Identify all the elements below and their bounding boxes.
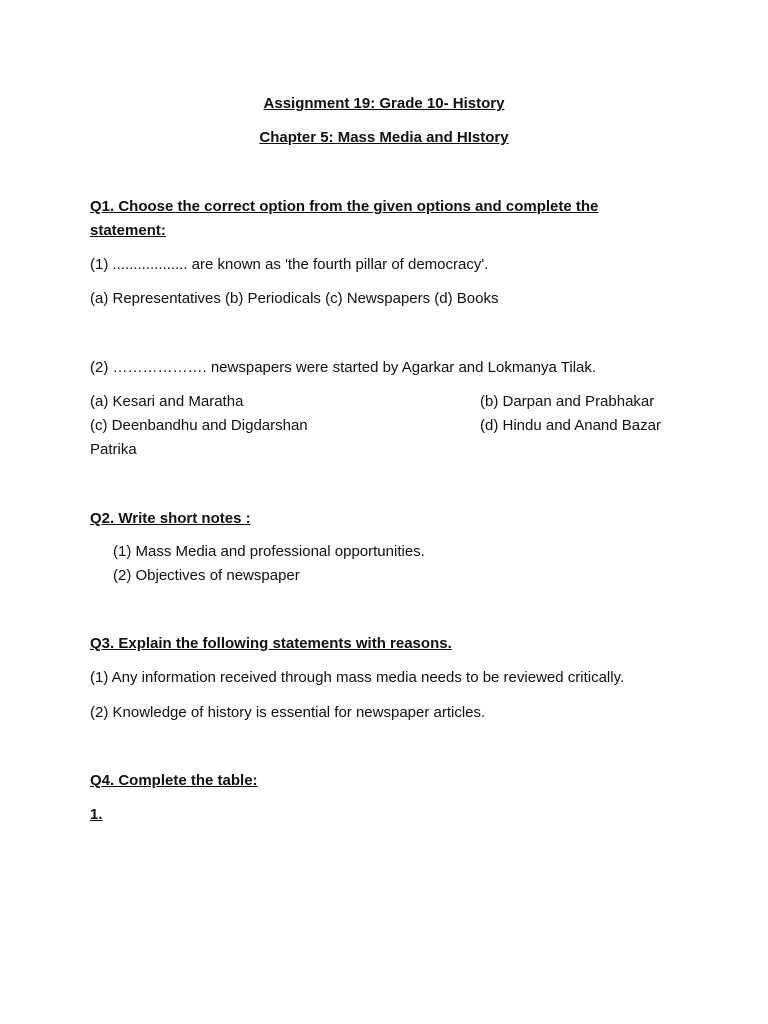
- q2-heading: Q2. Write short notes :: [90, 510, 251, 527]
- q1-item1-question: (1) .................. are known as 'the fourth pillar of democracy'.: [90, 256, 489, 273]
- chapter-title: Chapter 5: Mass Media and HIstory: [259, 129, 509, 146]
- q1-item2-option-a: (a) Kesari and Maratha: [90, 393, 244, 410]
- q1-item1-options: (a) Representatives (b) Periodicals (c) Newspapers (d) Books: [90, 290, 499, 307]
- q3-item-1: (1) Any information received through mass media needs to be reviewed critically.: [90, 669, 625, 686]
- assignment-title: Assignment 19: Grade 10- History: [263, 95, 505, 112]
- q1-item2-option-d: (d) Hindu and Anand Bazar: [480, 417, 661, 434]
- q1-heading-line1: Q1. Choose the correct option from the given options and complete the: [90, 198, 599, 215]
- q1-item2-option-b: (b) Darpan and Prabhakar: [480, 393, 655, 410]
- q1-item2-question: (2) ………………. newspapers were started by Agarkar and Lokmanya Tilak.: [90, 359, 597, 376]
- q1-heading-line2: statement:: [90, 222, 166, 239]
- q3-heading: Q3. Explain the following statements with reasons.: [90, 635, 452, 652]
- q3-item-2: (2) Knowledge of history is essential for newspaper articles.: [90, 704, 486, 721]
- q4-subitem-1: 1.: [90, 806, 103, 823]
- q4-heading: Q4. Complete the table:: [90, 772, 258, 789]
- q2-item-1: (1) Mass Media and professional opportunities.: [113, 543, 425, 560]
- q1-item2-option-c: (c) Deenbandhu and Digdarshan: [90, 417, 308, 434]
- q2-item-2: (2) Objectives of newspaper: [113, 567, 300, 584]
- q1-item2-option-d-continued: Patrika: [90, 441, 137, 458]
